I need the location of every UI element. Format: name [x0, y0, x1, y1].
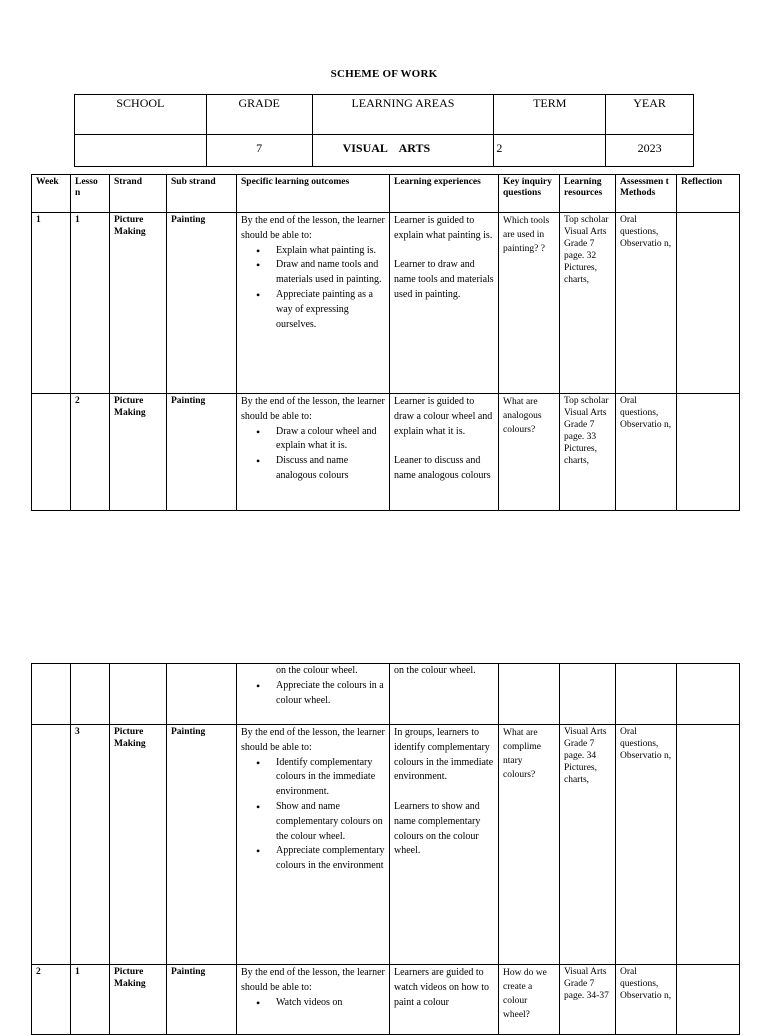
col-lesson: Lesso n: [71, 175, 110, 213]
learning-area-value: VISUAL ARTS: [312, 135, 494, 167]
year-label: YEAR: [606, 95, 694, 135]
outcomes-cell: [237, 664, 390, 725]
resources-cell: Visual Arts Grade 7 page. 34 Pictures, charts,: [560, 725, 616, 965]
week-cell: [32, 394, 71, 511]
key-question-cell: Which tools are used in painting? ?: [499, 213, 560, 394]
reflection-cell: [677, 664, 740, 725]
week-cell: 1: [32, 213, 71, 394]
experience-item: Learner is guided to draw a colour wheel and explain what it is.: [394, 396, 493, 437]
experiences-cell: [390, 725, 499, 965]
learning-areas-label: LEARNING AREAS: [312, 95, 494, 135]
assessment-cell: [616, 664, 677, 725]
strand-cell: Picture Making: [110, 213, 167, 394]
outcome-item: • Appreciate painting as a way of expressing ourselves.: [276, 288, 385, 332]
outcome-item: • Show and name complementary colours on the colour wheel.: [276, 800, 385, 844]
term-value: 2: [494, 135, 606, 167]
experience-item: Learner is guided to explain what painting is.: [394, 215, 493, 241]
grade-value: 7: [206, 135, 312, 167]
col-outcomes: Specific learning outcomes: [237, 175, 390, 213]
scheme-table-page-2: [31, 663, 740, 1035]
assessment-cell: Oral questions, Observatio n,: [616, 725, 677, 965]
week-cell: [32, 664, 71, 725]
reflection-cell: [677, 965, 740, 1035]
reflection-cell: [677, 394, 740, 511]
lesson-cell: 2: [71, 394, 110, 511]
lesson-cell: 1: [71, 965, 110, 1035]
key-question-cell: [499, 664, 560, 725]
experiences-cell: [390, 394, 499, 511]
strand-cell: [110, 664, 167, 725]
sub-strand-cell: Painting: [167, 394, 237, 511]
outcome-intro: By the end of the lesson, the learner should be able to:: [241, 727, 385, 753]
table-row: [32, 213, 740, 394]
outcomes-cell: [237, 213, 390, 394]
sub-strand-cell: [167, 664, 237, 725]
sub-strand-cell: Painting: [167, 725, 237, 965]
assessment-cell: Oral questions, Observatio n,: [616, 965, 677, 1035]
key-question-cell: What are analogous colours?: [499, 394, 560, 511]
experience-item: Leaner to discuss and name analogous colours: [394, 455, 491, 481]
outcome-item: • Draw a colour wheel and explain what it is.: [276, 425, 385, 455]
term-label: TERM: [494, 95, 606, 135]
outcomes-cell: [237, 394, 390, 511]
resources-cell: Visual Arts Grade 7 page. 34-37: [560, 965, 616, 1035]
outcome-item: • Identify complementary colours in the immediate environment.: [276, 756, 385, 800]
sub-strand-cell: Painting: [167, 965, 237, 1035]
scheme-table-page-1: [31, 174, 740, 511]
reflection-cell: [677, 213, 740, 394]
key-question-cell: How do we create a colour wheel?: [499, 965, 560, 1035]
experiences-cell: [390, 213, 499, 394]
col-reflection: Reflection: [677, 175, 740, 213]
document-title: SCHEME OF WORK: [330, 68, 438, 80]
experience-item: Learners are guided to watch videos on how to paint a colour: [394, 967, 489, 1008]
experience-item: Learners to show and name complementary colours on the colour wheel.: [394, 800, 481, 857]
strand-cell: Picture Making: [110, 394, 167, 511]
lesson-cell: 1: [71, 213, 110, 394]
outcome-item: • Explain what painting is.: [276, 244, 385, 259]
col-strand: Strand: [110, 175, 167, 213]
outcome-item: • Discuss and name analogous colours: [276, 454, 385, 484]
col-resources: Learning resources: [560, 175, 616, 213]
col-key-questions: Key inquiry questions: [499, 175, 560, 213]
experience-item: In groups, learners to identify complementary colours in the immediate environment.: [394, 727, 494, 783]
school-info-table: [74, 94, 694, 167]
col-assessment: Assessmen t Methods: [616, 175, 677, 213]
outcomes-cell: [237, 965, 390, 1035]
col-sub-strand: Sub strand: [167, 175, 237, 213]
resources-cell: Top scholar Visual Arts Grade 7 page. 33 Pictures, charts,: [560, 394, 616, 511]
year-value: 2023: [606, 135, 694, 167]
outcome-intro: By the end of the lesson, the learner should be able to:: [241, 967, 385, 993]
resources-cell: [560, 664, 616, 725]
assessment-cell: Oral questions, Observatio n,: [616, 213, 677, 394]
outcome-item: • Draw and name tools and materials used in painting.: [276, 258, 385, 288]
strand-cell: Picture Making: [110, 725, 167, 965]
outcome-continued: on the colour wheel.: [276, 665, 358, 676]
grade-label: GRADE: [206, 95, 312, 135]
assessment-cell: Oral questions, Observatio n,: [616, 394, 677, 511]
lesson-cell: 3: [71, 725, 110, 965]
lesson-cell: [71, 664, 110, 725]
experiences-cell: [390, 965, 499, 1035]
col-experiences: Learning experiences: [390, 175, 499, 213]
outcome-item: • Appreciate the colours in a colour wheel.: [276, 679, 385, 709]
experience-item: Learner to draw and name tools and materials used in painting.: [394, 259, 494, 300]
school-value: [75, 135, 207, 167]
outcome-intro: By the end of the lesson, the learner should be able to:: [241, 396, 385, 422]
week-cell: 2: [32, 965, 71, 1035]
table-row: [32, 965, 740, 1035]
outcome-item: • Appreciate complementary colours in the environment: [276, 844, 385, 874]
table-row: [32, 725, 740, 965]
sub-strand-cell: Painting: [167, 213, 237, 394]
experiences-cell: [390, 664, 499, 725]
table-row: [32, 664, 740, 725]
experience-item: on the colour wheel.: [394, 665, 476, 676]
strand-cell: Picture Making: [110, 965, 167, 1035]
col-week: Week: [32, 175, 71, 213]
resources-cell: Top scholar Visual Arts Grade 7 page. 32 Pictures, charts,: [560, 213, 616, 394]
school-label: SCHOOL: [75, 95, 207, 135]
reflection-cell: [677, 725, 740, 965]
week-cell: [32, 725, 71, 965]
outcome-intro: By the end of the lesson, the learner should be able to:: [241, 215, 385, 241]
key-question-cell: What are complime ntary colours?: [499, 725, 560, 965]
outcome-item: • Watch videos on: [276, 996, 385, 1011]
table-row: [32, 394, 740, 511]
outcomes-cell: [237, 725, 390, 965]
